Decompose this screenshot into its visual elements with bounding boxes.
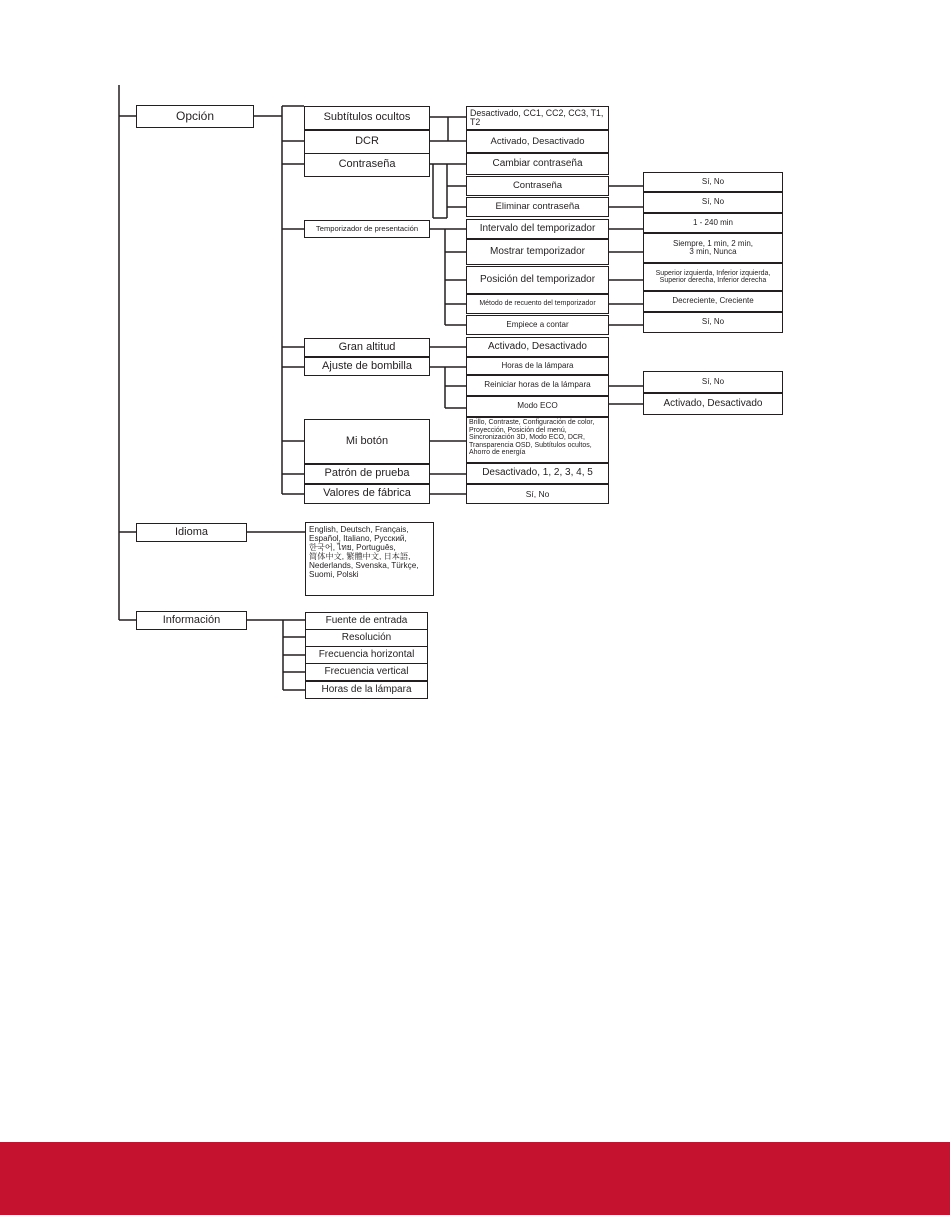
item-my-button-label: Mi botón [345, 434, 389, 447]
menu-information [136, 611, 247, 630]
lamp-item-0 [466, 357, 609, 375]
factory-reset-values-text: Sí, No [525, 488, 550, 499]
item-lamp-setting-label: Ajuste de bombilla [322, 359, 412, 372]
timer-item-2-label: Posición del temporizador [479, 273, 596, 285]
lamp-item-1-label: Reiniciar horas de la lámpara [484, 380, 591, 390]
lamp-item-2-label: Modo ECO [517, 401, 558, 411]
item-factory-reset-label: Valores de fábrica [323, 487, 411, 500]
test-pattern-values [466, 463, 609, 484]
item-dcr [304, 130, 430, 154]
info-item-2-label: Frecuencia horizontal [318, 648, 415, 660]
timer-item-1-values [643, 233, 783, 263]
item-lamp-setting [304, 357, 430, 376]
password-item-1-values-text: Sí, No [701, 197, 725, 207]
password-item-0-values-text: Sí, No [701, 176, 725, 186]
info-item-4 [305, 681, 428, 699]
password-item-1 [466, 197, 609, 217]
timer-item-0-values-text: 1 - 240 min [692, 217, 734, 227]
lamp-item-1-values-text: Sí, No [701, 376, 725, 386]
timer-item-3-label: Método de recuento del temporizador [479, 300, 596, 308]
timer-item-2 [466, 266, 609, 294]
lamp-item-2-values-text: Activado, Desactivado [663, 397, 763, 409]
item-factory-reset [304, 484, 430, 504]
dcr-values-text: Activado, Desactivado [490, 135, 585, 147]
menu-option-label: Opción [175, 109, 215, 124]
info-item-2 [305, 646, 428, 664]
closed-captions-values: Desactivado, CC1, CC2, CC3, T1, T2 [466, 106, 609, 130]
timer-item-3-values-text: Decreciente, Creciente [672, 296, 754, 306]
lamp-item-1 [466, 375, 609, 396]
timer-item-1-label: Mostrar temporizador [489, 245, 586, 257]
item-password [304, 153, 430, 177]
timer-item-4-values-text: Sí, No [701, 317, 725, 327]
timer-item-3 [466, 294, 609, 314]
timer-item-3-values [643, 291, 783, 312]
item-presentation-timer [304, 220, 430, 238]
password-item-1-label: Eliminar contraseña [495, 201, 580, 213]
menu-option [136, 105, 254, 128]
timer-item-1 [466, 239, 609, 265]
item-dcr-label: DCR [355, 135, 379, 148]
timer-item-0-values [643, 213, 783, 233]
item-test-pattern-label: Patrón de prueba [324, 467, 410, 480]
password-item-0 [466, 176, 609, 196]
info-item-3 [305, 663, 428, 681]
timer-item-4 [466, 315, 609, 335]
item-my-button [304, 419, 430, 464]
menu-language-label: Idioma [174, 525, 209, 538]
menu-information-label: Información [162, 613, 221, 626]
item-presentation-timer-label: Temporizador de presentación [315, 224, 419, 234]
language-values: English, Deutsch, Français, Español, Italiano, Русский, 한국어, ไทย, Português, 简体中文, 繁體中文, 日本語, Nederlands, Svenska, Türkçe, Suomi, Polski [305, 522, 434, 596]
timer-item-0-label: Intervalo del temporizador [479, 222, 596, 234]
high-altitude-values [466, 337, 609, 357]
item-high-altitude-label: Gran altitud [338, 340, 396, 353]
factory-reset-values [466, 484, 609, 504]
change-password-text: Cambiar contraseña [492, 157, 583, 169]
password-item-0-values [643, 172, 783, 192]
lamp-item-0-label: Horas de la lámpara [501, 360, 574, 370]
timer-item-2-values-text: Superior izquierda, Inferior izquierda, Superior derecha, Inferior derecha [655, 269, 771, 284]
password-item-0-label: Contraseña [512, 180, 563, 192]
info-item-0 [305, 612, 428, 630]
test-pattern-values-text: Desactivado, 1, 2, 3, 4, 5 [482, 467, 593, 479]
lamp-item-1-values [643, 371, 783, 393]
info-item-3-label: Frecuencia vertical [324, 665, 409, 677]
info-item-4-label: Horas de la lámpara [321, 683, 412, 695]
change-password [466, 153, 609, 175]
item-high-altitude [304, 338, 430, 357]
my-button-values: Brillo, Contraste, Configuración de color, Proyección, Posición del menú, Sincronización 3D, Modo ECO, DCR, Transparencia OSD, Subtítulos ocultos, Ahorro de energía [466, 417, 609, 463]
lamp-item-2 [466, 396, 609, 417]
timer-item-1-values-text: Siempre, 1 min, 2 min, 3 min, Nunca [672, 238, 754, 256]
item-closed-captions [304, 106, 430, 130]
dcr-values [466, 130, 609, 153]
timer-item-2-values [643, 263, 783, 291]
timer-item-4-values [643, 312, 783, 333]
item-password-label: Contraseña [338, 158, 396, 171]
lamp-item-2-values [643, 393, 783, 415]
info-item-1 [305, 629, 428, 647]
menu-language [136, 523, 247, 542]
info-item-0-label: Fuente de entrada [325, 614, 408, 626]
password-item-1-values [643, 192, 783, 213]
timer-item-0 [466, 219, 609, 239]
info-item-1-label: Resolución [341, 631, 392, 643]
footer-bar [0, 1142, 950, 1215]
item-test-pattern [304, 464, 430, 484]
item-closed-captions-label: Subtítulos ocultos [323, 111, 411, 124]
high-altitude-values-text: Activado, Desactivado [488, 340, 587, 352]
timer-item-4-label: Empiece a contar [506, 319, 569, 329]
